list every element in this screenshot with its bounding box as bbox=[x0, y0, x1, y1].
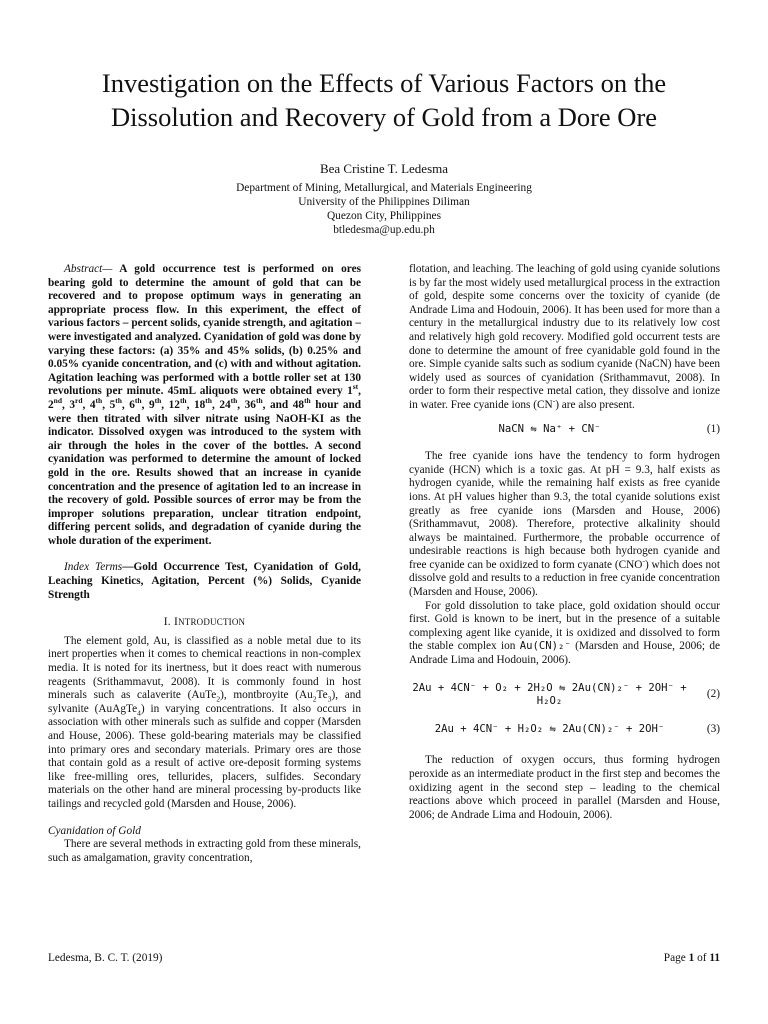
abstract-text: , 3 bbox=[62, 398, 76, 411]
abstract-lead: Abstract— bbox=[64, 263, 113, 275]
abstract-text-2: hour and were then titrated with silver nitrate using NaOH-KI as the indicator. Dissolved oxygen was introduced to the system with air through the holes in the cover of the bottles. A second cyanidation was performed to determine the amount of locked gold in the ore. Results showed that an increase in cyanide concentration and the presence of agitation led to an increase in the recovery of gold. Possible sources of error may be from the improper solutions preparation, unclear titration endpoint, differing percent solids, and degradation of cyanide during the whole duration of the experiment. bbox=[48, 398, 362, 547]
sup: th bbox=[134, 396, 142, 406]
affiliation-dept: Department of Mining, Metallurgical, and Materials Engineering bbox=[236, 182, 532, 194]
spacer bbox=[409, 736, 720, 754]
spacer bbox=[409, 413, 720, 423]
index-terms bbox=[48, 561, 361, 602]
sub: 2 bbox=[216, 694, 221, 704]
text: ), montbroyite (Au bbox=[220, 689, 313, 702]
index-terms-text: —Gold Occurrence Test, Cyanidation of Gold, Leaching Kinetics, Agitation, Percent (%) Solids, Cyanide Strength bbox=[48, 561, 362, 601]
equation-1-number: (1) bbox=[706, 422, 720, 435]
text: The free cyanide ions have the tendency to form hydrogen cyanide (HCN) which is a toxic gas. At pH = 9.3, half exists as hydrogen cyanide, while the remaining half exists as free cyanide ions. At pH values higher than 9.3, the total cyanide solutions exist greatly as free cyanide ions (Marsden and House, 2006) (Srithammavut, 2008). Therefore, protective alkalinity should always be maintained. Furthermore, the probable occurrence of undesirable reactions is high because both hydrogen cyanide and free cyanide can be oxidized to form cyanate (CNO bbox=[409, 450, 720, 571]
right-paragraph-4: The reduction of oxygen occurs, thus forming hydrogen peroxide as an intermediate product in the first step and becomes the oxidizing agent in the second step – leading to the chemical reactions above which proceed in parallel (Marsden and House, 2006; de Andrade Lima and Hodouin, 2006). bbox=[409, 754, 720, 821]
text: (Marsden and House, 2006; de Andrade Lima and Hodouin, 2006). bbox=[409, 640, 720, 667]
abstract-text: , 12 bbox=[161, 398, 180, 411]
footer-page-number bbox=[664, 952, 720, 964]
footer-page-total: 11 bbox=[709, 952, 720, 964]
author-block bbox=[0, 160, 768, 237]
footer-citation: Ledesma, B. C. T. (2019) bbox=[48, 952, 163, 964]
equation-2 bbox=[409, 682, 720, 709]
sup: th bbox=[205, 396, 212, 406]
equation-3 bbox=[409, 723, 720, 737]
sup: - bbox=[552, 396, 556, 406]
abstract-text: , 6 bbox=[121, 398, 135, 411]
author-email: btledesma@up.edu.ph bbox=[333, 224, 435, 236]
footer-page-current: 1 bbox=[688, 952, 695, 964]
sup: rd bbox=[75, 396, 83, 406]
text: ) which does not dissolve gold and results to a reduction in free cyanide concentration (Marsden and House, 2006). bbox=[409, 558, 720, 599]
complex-ion: Au(CN)₂⁻ bbox=[519, 640, 571, 653]
spacer bbox=[48, 812, 361, 825]
affiliation-univ: University of the Philippines Diliman bbox=[298, 196, 470, 208]
affiliation-city: Quezon City, Philippines bbox=[326, 210, 442, 222]
author-name: Bea Cristine T. Ledesma bbox=[319, 161, 449, 176]
abstract-text: , 18 bbox=[186, 398, 206, 411]
text: The element gold, Au, is classified as a noble metal due to its inert properties when it comes to chemical reactions in non-complex media. It is noted for its inertness, but it does react with numerous reagents (Srithammavut, 2008). It is commonly found in host minerals such as calaverite (AuTe bbox=[48, 634, 361, 702]
equation-1-body: NaCN ⇋ Na⁺ + CN⁻ bbox=[498, 422, 601, 435]
text: ), and sylvanite (AuAgTe bbox=[48, 689, 362, 715]
abstract-text-1: A gold occurrence test is performed on ores bearing gold to determine the amount of gold that can be recovered and to propose optimum ways in generating an appropriate process flow. In this experiment, the effect of various factors – percent solids, cyanide strength, and agitation – were investigated and analyzed. Cyanidation of gold was done by varying these factors: (a) 35% and 45% solids, (b) 0.25% and 0.05% cyanide concentration, and (c) with and without agitation. Agitation leaching was performed with a bottle roller set at 130 revolutions per minute. 45mL aliquots were obtained every 1 bbox=[48, 263, 361, 398]
text: ) in varying concentrations. It also occurs in association with other minerals such as sulfide and copper (Marsden and House, 2006). These gold-bearing materials may be classified into primary ores and secondary materials. Primary ores are those that contain gold as a result of active ore-deposit forming systems like free-milling ores, tellurides, placers, sulfides. Secondary materials on the other hand are mineral processing by-products like tailings and recycled gold (Marsden and House, 2006). bbox=[48, 702, 361, 810]
section-title-initial: I bbox=[174, 615, 179, 629]
paper-title bbox=[20, 66, 748, 134]
spacer bbox=[409, 709, 720, 723]
sup: nd bbox=[53, 396, 62, 406]
section-number: I. bbox=[163, 615, 174, 629]
left-column bbox=[48, 263, 361, 865]
sup: th bbox=[95, 396, 103, 406]
abstract-text: , 24 bbox=[211, 398, 231, 411]
equation-3-body: 2Au + 4CN⁻ + H₂O₂ ⇋ 2Au(CN)₂⁻ + 2OH⁻ bbox=[434, 722, 665, 735]
sup: th bbox=[255, 396, 263, 406]
abstract-text: , and 48 bbox=[262, 398, 305, 411]
footer-page-prefix: Page bbox=[663, 952, 689, 964]
text: Te bbox=[316, 689, 328, 702]
right-column bbox=[409, 263, 720, 822]
sup: th bbox=[179, 396, 187, 406]
sup: th bbox=[230, 396, 238, 406]
abstract-text: , 36 bbox=[237, 398, 256, 411]
section-heading-introduction bbox=[48, 615, 361, 630]
equation-3-number: (3) bbox=[706, 722, 720, 735]
abstract-text: , 9 bbox=[141, 398, 155, 411]
spacer bbox=[409, 668, 720, 682]
title-line-1: Investigation on the Effects of Various Factors on the bbox=[101, 68, 667, 98]
spacer bbox=[48, 602, 361, 615]
section-title-rest: NTRODUCTION bbox=[178, 617, 246, 628]
subsection-heading-cyanidation: Cyanidation of Gold bbox=[48, 824, 141, 837]
text: For gold dissolution to take place, gold oxidation should occur first. Gold is known to be inert, but in the presence of a suitable complexing agent like cyanide, it is oxidized and dissolved to form the stable complex ion bbox=[409, 599, 720, 653]
sup: th bbox=[154, 396, 162, 406]
abstract-text: , 5 bbox=[102, 398, 116, 411]
cyanidation-paragraph: There are several methods in extracting gold from these minerals, such as amalgamation, gravity concentration, bbox=[48, 838, 361, 864]
title-line-2: Dissolution and Recovery of Gold from a Dore Ore bbox=[110, 102, 658, 132]
sub: 2 bbox=[312, 694, 317, 704]
spacer bbox=[409, 436, 720, 450]
equation-2-number: (2) bbox=[706, 688, 720, 701]
sup: - bbox=[642, 556, 645, 566]
sup: th bbox=[304, 396, 311, 406]
intro-paragraph bbox=[48, 635, 361, 812]
sup: st bbox=[352, 382, 359, 392]
sub: 3 bbox=[327, 694, 332, 704]
sup: th bbox=[115, 396, 122, 406]
equation-2-body: 2Au + 4CN⁻ + O₂ + 2H₂O ⇋ 2Au(CN)₂⁻ + 2OH⁻ + H₂O₂ bbox=[412, 681, 687, 708]
spacer bbox=[48, 548, 361, 561]
index-terms-lead: Index Terms bbox=[64, 561, 123, 574]
right-paragraph-1 bbox=[409, 263, 720, 413]
abstract-text: , 4 bbox=[82, 398, 96, 411]
footer-page-mid: of bbox=[694, 952, 710, 964]
text: ) are also present. bbox=[555, 398, 635, 411]
right-paragraph-2 bbox=[409, 450, 720, 600]
text: flotation, and leaching. The leaching of gold using cyanide solutions is by far the most widely used metallurgical process in the extraction of gold, despite some concerns over the toxicity of cyanide (de Andrade Lima and Hodouin, 2006). It has been used for more than a century in the metallurgical industry due to its relatively low cost and relatively high gold recovery. Modified gold occurrent tests are done to determine the amount of free cyanidable gold found in the ore. Simple cyanide salts such as sodium cyanide (NaCN) have been widely used as sources of cyanidation (Srithammavut, 2008). In order to form their respective metal cation, they dissolve and ionize in water. Free cyanide ions (CN bbox=[409, 263, 720, 411]
abstract bbox=[48, 263, 361, 548]
abstract-text: , 2 bbox=[48, 385, 361, 411]
right-paragraph-3 bbox=[409, 600, 720, 668]
sub: 4 bbox=[137, 708, 141, 718]
equation-1 bbox=[409, 423, 720, 437]
